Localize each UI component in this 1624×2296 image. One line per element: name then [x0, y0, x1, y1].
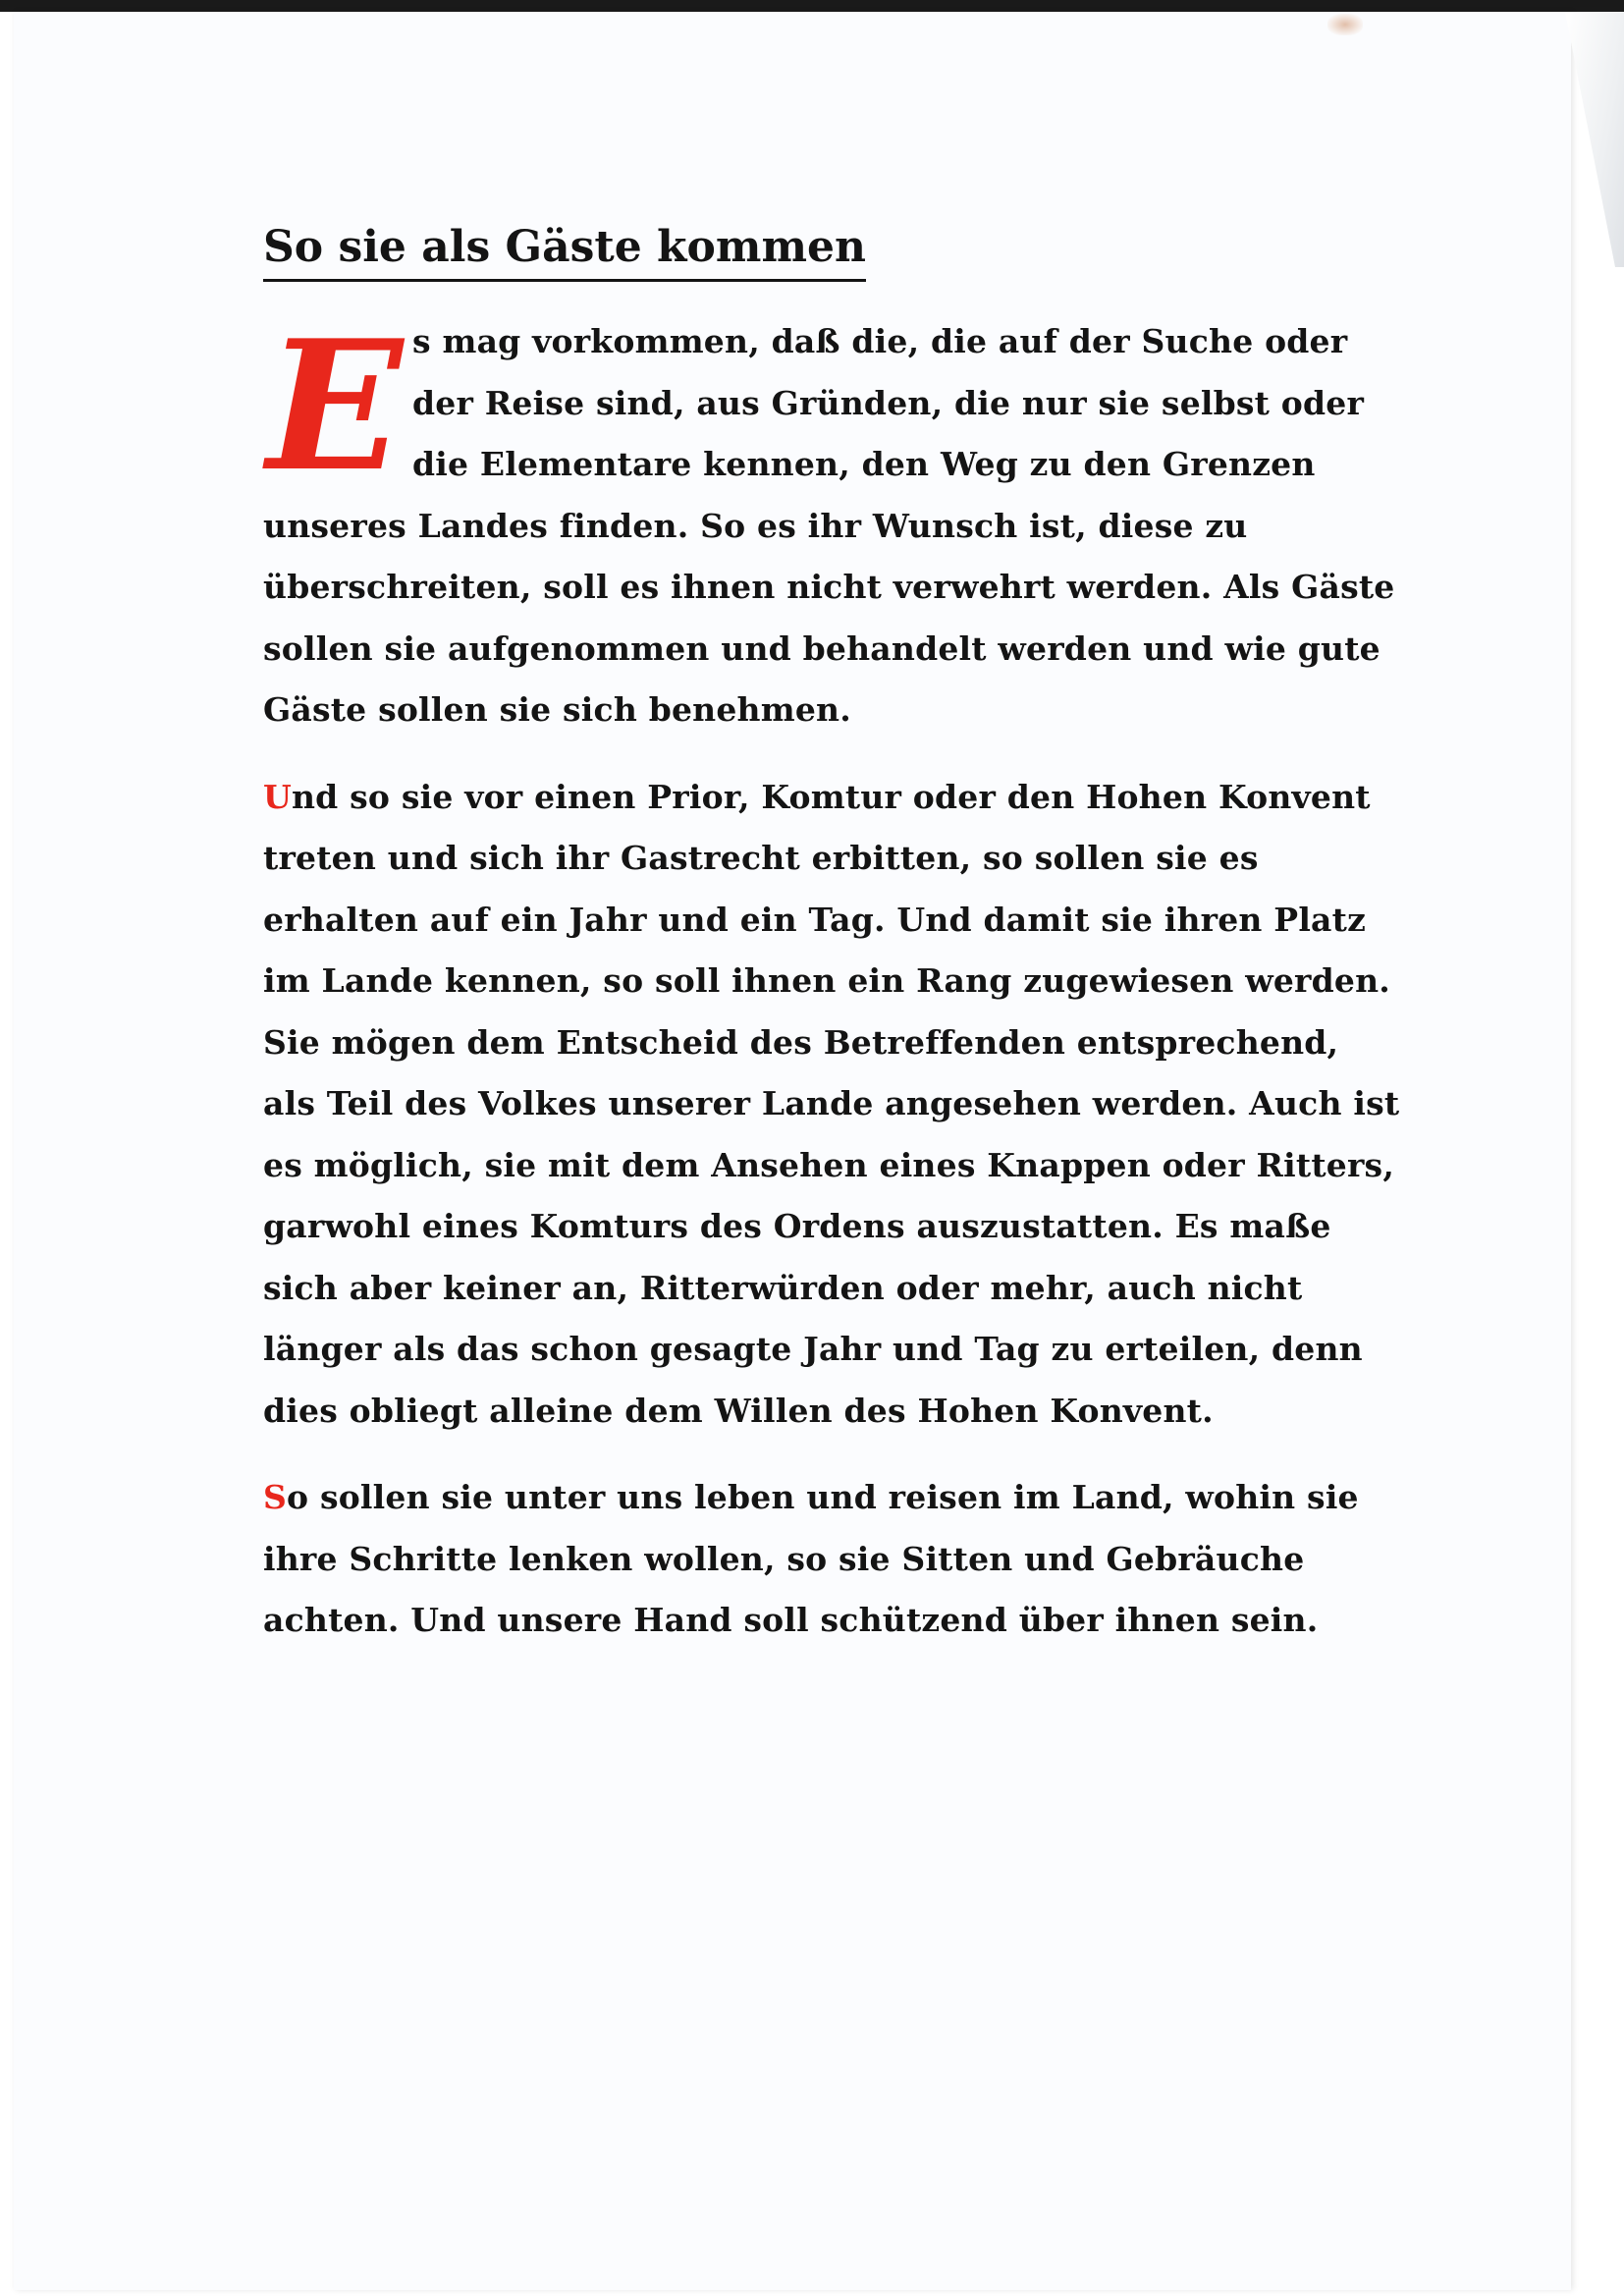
- paragraph-3: [263, 1467, 1402, 1652]
- paragraph-3-text: o sollen sie unter uns leben und reisen im Land, wohin sie ihre Schritte lenken wollen, so sie Sitten und Gebräuche achten. Und unsere Hand soll schützend über ihnen sein.: [263, 1478, 1359, 1639]
- scan-top-edge: [0, 0, 1624, 12]
- paragraph-1: [263, 301, 1402, 741]
- red-initial: U: [263, 777, 292, 816]
- red-initial: S: [263, 1478, 288, 1516]
- paper-stain: [1327, 14, 1363, 35]
- paragraph-2: [263, 767, 1402, 1443]
- drop-cap-initial: E: [266, 301, 404, 511]
- paragraph-1-text: s mag vorkommen, daß die, die auf der Suche oder der Reise sind, aus Gründen, die nur sie selbst oder die Elementare kennen, den Weg zu den Grenzen unseres Landes finden. So es ihr Wunsch ist, diese zu überschreiten, soll es ihnen nicht verwehrt werden. Als Gäste sollen sie aufgenommen und behandelt werden und wie gute Gäste sollen sie sich benehmen.: [263, 322, 1395, 729]
- document-body: [263, 218, 1402, 1677]
- paragraph-2-text: nd so sie vor einen Prior, Komtur oder den Hohen Konvent treten und sich ihr Gastrecht erbitten, so sollen sie es erhalten auf ein Jahr und ein Tag. Und damit sie ihren Platz im Lande kennen, so soll ihnen ein Rang zugewiesen werden. Sie mögen dem Entscheid des Betreffenden entsprechend, als Teil des Volkes unserer Lande angesehen werden. Auch ist es möglich, sie mit dem Ansehen eines Knappen oder Ritters, garwohl eines Komturs des Ordens auszustatten. Es maße sich aber keiner an, Ritterwürden oder mehr, auch nicht länger als das schon gesagte Jahr und Tag zu erteilen, denn dies obliegt alleine dem Willen des Hohen Konvent.: [263, 777, 1400, 1430]
- page-title: So sie als Gäste kommen: [263, 218, 866, 282]
- page-corner-fold: [1565, 12, 1624, 267]
